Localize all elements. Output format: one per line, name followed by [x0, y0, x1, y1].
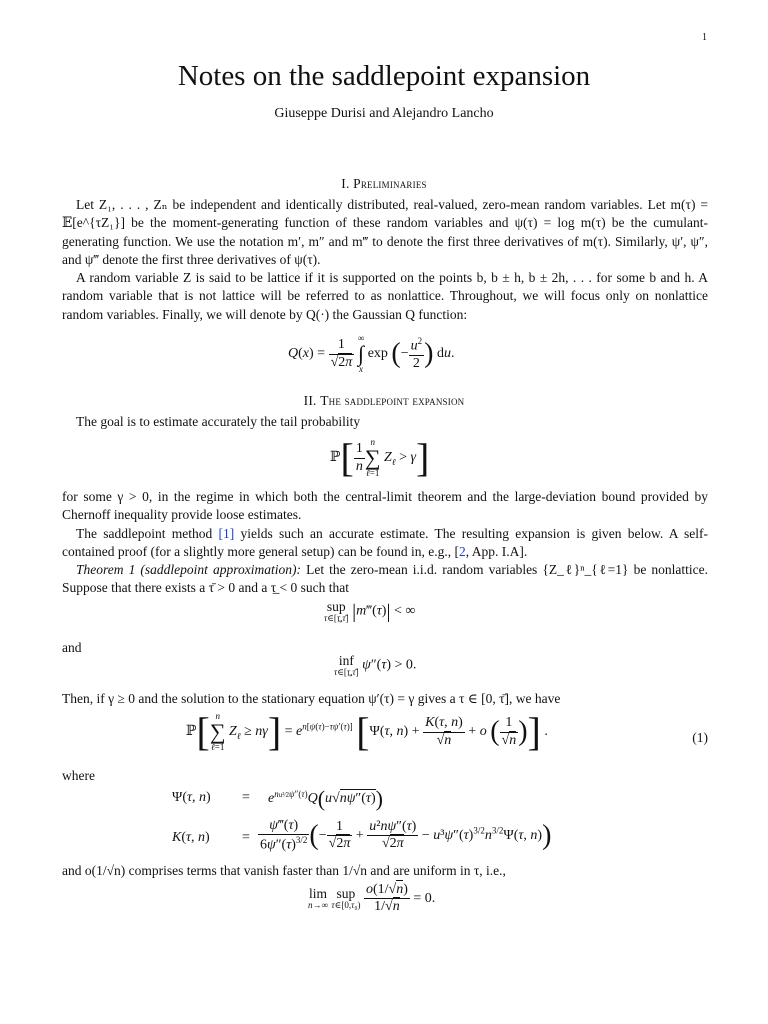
equation-k-definition: K(τ, n) = $\frac{\psi‴(\tau)}{6\psi''(\tau)^{3/2}}$ (− $\frac{1}{√2\pi}$ + $\frac{\text{u²nψ″(τ)}}{√2\pi}$ − $u^3\psi''(\tau)^{3/2}n^{3/2}\Psi(\tau$, n))	[172, 818, 552, 853]
citation-link-2[interactable]: 2	[459, 544, 466, 560]
paragraph-saddlepoint-method	[62, 525, 708, 562]
section-numeral: II.	[303, 393, 317, 408]
section-heading-2	[0, 393, 768, 409]
equation-number: (1)	[692, 730, 708, 745]
paragraph-goal: The goal is to estimate accurately the tail probability	[76, 414, 361, 429]
equation-psi-definition: Ψ(τ, n) = $e^{nu^2⁄2\psi''(\tau)}Q(u√n\psi''(\tau))$	[172, 786, 383, 811]
paragraph-preliminaries-1: Let Z₁, . . . , Zₙ be independent and identically distributed, real-valued, zero-mean random variables. Let m(τ) = 𝔼[e^{τZ₁}] be the moment-generating function of these random variables and ψ(τ) = log m(τ) be the cumulant-generating function. We use the notation m′, m″ and m‴ to denote the first three derivatives of m(τ). Similarly, ψ′, ψ″, and ψ‴ denote the first three derivatives of ψ(τ).	[62, 197, 708, 267]
section-name: Preliminaries	[353, 176, 427, 191]
paragraph-little-o: and o(1/√n) comprises terms that vanish faster than 1/√n and are uniform in τ, i.e.,	[62, 863, 506, 878]
connector-and: and	[62, 640, 82, 655]
connector-where: where	[62, 768, 95, 783]
page-number: 1	[702, 32, 707, 43]
equation-sup-condition: sup τ∈[τ̲,τ̄] |m‴(τ)| < ∞	[324, 599, 416, 623]
theorem-text: Let the zero-mean i.i.d. random variables {Z_ℓ}ⁿ_{ℓ=1} be nonlattice. Suppose that there exists a τ̄ > 0 and a τ̲ < 0 such that	[62, 562, 708, 596]
section-numeral: I.	[341, 176, 350, 191]
paragraph-then: Then, if γ ≥ 0 and the solution to the stationary equation ψ′(τ) = γ gives a τ ∈ [0, τ̄], we have	[62, 691, 561, 706]
equation-q-function: Q(x) = $\frac{1}{√2\pi}$ ∞ ∫ x exp (− $\frac{u^2}{2}$ ) du.	[288, 333, 455, 374]
text-span: The saddlepoint method	[76, 526, 219, 541]
equation-tail-probability: ℙ[ $\frac{1}{n}$ n ∑ ℓ=1 $Z_\ell > \gamma$]	[330, 435, 430, 480]
text-span: , App. I.A].	[465, 544, 528, 560]
equation-main: ℙ[ n ∑ ℓ=1 $Z_\ell \ge n\gamma] = e^{n[\psi(\tau)-\tau\psi'(\tau)]}$ [Ψ(τ, n) + $\frac{K(\tau, n)}{√n}$ + o ( $\frac{1}{√n}$ )] . (1)	[186, 709, 708, 754]
citation-link-1[interactable]: [1]	[218, 526, 235, 541]
paragraph-regime: for some γ > 0, in the regime in which both the central-limit theorem and the large-deviation bound provided by Chernoff inequality provide loose estimates.	[62, 489, 708, 523]
equation-limit: lim n→∞ sup τ∈[0,τ₀) $\frac{o(1/√n)}{1/√n}$ = 0.	[308, 882, 436, 915]
section-heading-1	[0, 176, 768, 192]
text-span: yields such an accurate estimate. The resulting expansion is given below. A self-contained proof (for a slightly more general setup) can be found in, e.g., [	[62, 526, 708, 560]
theorem-1	[62, 561, 708, 598]
paper-title: Notes on the saddlepoint expansion	[177, 60, 591, 92]
equation-inf-condition: inf τ∈[τ̲,τ̄] ψ″(τ) > 0.	[334, 653, 417, 677]
section-name: The saddlepoint expansion	[320, 393, 465, 408]
theorem-name: Theorem 1 (saddlepoint approximation):	[76, 562, 301, 577]
authors: Giuseppe Durisi and Alejandro Lancho	[274, 106, 494, 121]
paragraph-lattice: A random variable Z is said to be lattice if it is supported on the points b, b ± h, b ± 2h, . . . for some b and h. A random variable that is not lattice will be referred to as nonlattice. Throughout, we will focus only on nonlattice random variables. Finally, we will denote by Q(·) the Gaussian Q function:	[62, 270, 708, 322]
